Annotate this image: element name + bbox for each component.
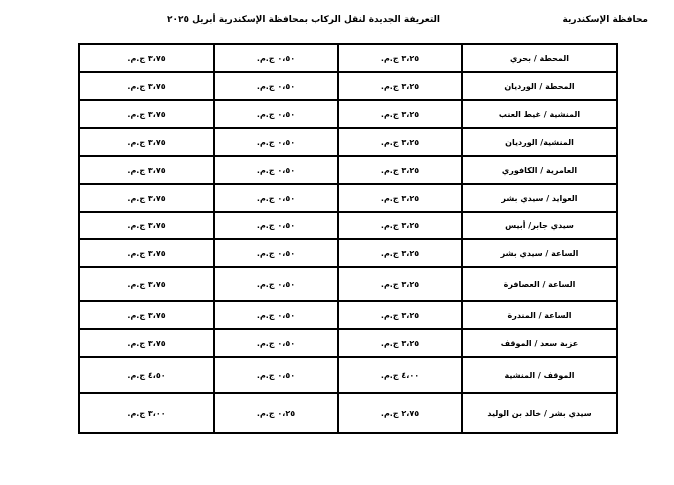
route-cell: المنشية/ الورديان [462,128,617,156]
route-cell: سيدي بشر / خالد بن الوليد [462,393,617,433]
total-cell: ٣،٧٥ ج.م. [79,184,214,212]
increase-cell: ٠،٥٠ ج.م. [214,357,338,393]
route-cell: سيدي جابر/ أبيس [462,212,617,239]
table-row [79,301,617,329]
fare-cell: ٢،٧٥ ج.م. [338,393,462,433]
table-row [79,100,617,128]
route-cell: الساعة / سيدي بشر [462,239,617,267]
increase-cell: ٠،٥٠ ج.م. [214,301,338,329]
fare-cell: ٣،٢٥ ج.م. [338,329,462,357]
route-cell: الساعة / العصافرة [462,267,617,301]
route-cell: الموقف / المنشية [462,357,617,393]
table-row [79,239,617,267]
table-row [79,393,617,433]
total-cell: ٣،٠٠ ج.م. [79,393,214,433]
total-cell: ٣،٧٥ ج.م. [79,44,214,72]
total-cell: ٣،٧٥ ج.م. [79,156,214,184]
table-row [79,267,617,301]
increase-cell: ٠،٥٠ ج.م. [214,156,338,184]
increase-cell: ٠،٥٠ ج.م. [214,212,338,239]
total-cell: ٣،٧٥ ج.م. [79,267,214,301]
route-cell: الساعة / المندرة [462,301,617,329]
table-row [79,128,617,156]
table-row [79,184,617,212]
increase-cell: ٠،٥٠ ج.م. [214,239,338,267]
route-cell: العوايد / سيدي بشر [462,184,617,212]
fare-cell: ٣،٢٥ ج.م. [338,301,462,329]
increase-cell: ٠،٥٠ ج.م. [214,72,338,100]
total-cell: ٣،٧٥ ج.م. [79,100,214,128]
fare-table [78,43,618,434]
table-row [79,329,617,357]
increase-cell: ٠،٥٠ ج.م. [214,100,338,128]
fare-cell: ٣،٢٥ ج.م. [338,128,462,156]
table-row [79,357,617,393]
increase-cell: ٠،٥٠ ج.م. [214,267,338,301]
fare-cell: ٣،٢٥ ج.م. [338,72,462,100]
increase-cell: ٠،٥٠ ج.م. [214,329,338,357]
total-cell: ٤،٥٠ ج.م. [79,357,214,393]
route-cell: المنشية / غيط العنب [462,100,617,128]
fare-cell: ٣،٢٥ ج.م. [338,212,462,239]
fare-cell: ٤،٠٠ ج.م. [338,357,462,393]
route-cell: عزبة سعد / الموقف [462,329,617,357]
fare-table-body [79,44,617,433]
fare-cell: ٣،٢٥ ج.م. [338,267,462,301]
total-cell: ٣،٧٥ ج.م. [79,301,214,329]
total-cell: ٣،٧٥ ج.م. [79,212,214,239]
governorate-label: محافظة الإسكندرية [562,15,648,25]
table-row [79,212,617,239]
route-cell: المحطة / بحري [462,44,617,72]
fare-cell: ٣،٢٥ ج.م. [338,100,462,128]
table-row [79,156,617,184]
total-cell: ٣،٧٥ ج.م. [79,239,214,267]
total-cell: ٣،٧٥ ج.م. [79,128,214,156]
table-row [79,72,617,100]
fare-cell: ٣،٢٥ ج.م. [338,44,462,72]
increase-cell: ٠،٥٠ ج.م. [214,128,338,156]
total-cell: ٣،٧٥ ج.م. [79,329,214,357]
increase-cell: ٠،٥٠ ج.م. [214,184,338,212]
increase-cell: ٠،٥٠ ج.م. [214,44,338,72]
route-cell: العامرية / الكافوري [462,156,617,184]
route-cell: المحطة / الورديان [462,72,617,100]
fare-cell: ٣،٢٥ ج.م. [338,184,462,212]
fare-cell: ٣،٢٥ ج.م. [338,156,462,184]
total-cell: ٣،٧٥ ج.م. [79,72,214,100]
table-row [79,44,617,72]
increase-cell: ٠،٢٥ ج.م. [214,393,338,433]
fare-cell: ٣،٢٥ ج.م. [338,239,462,267]
page-title: التعريفة الجديدة لنقل الركاب بمحافظة الإسكندرية أبريل ٢٠٢٥ [166,15,440,25]
